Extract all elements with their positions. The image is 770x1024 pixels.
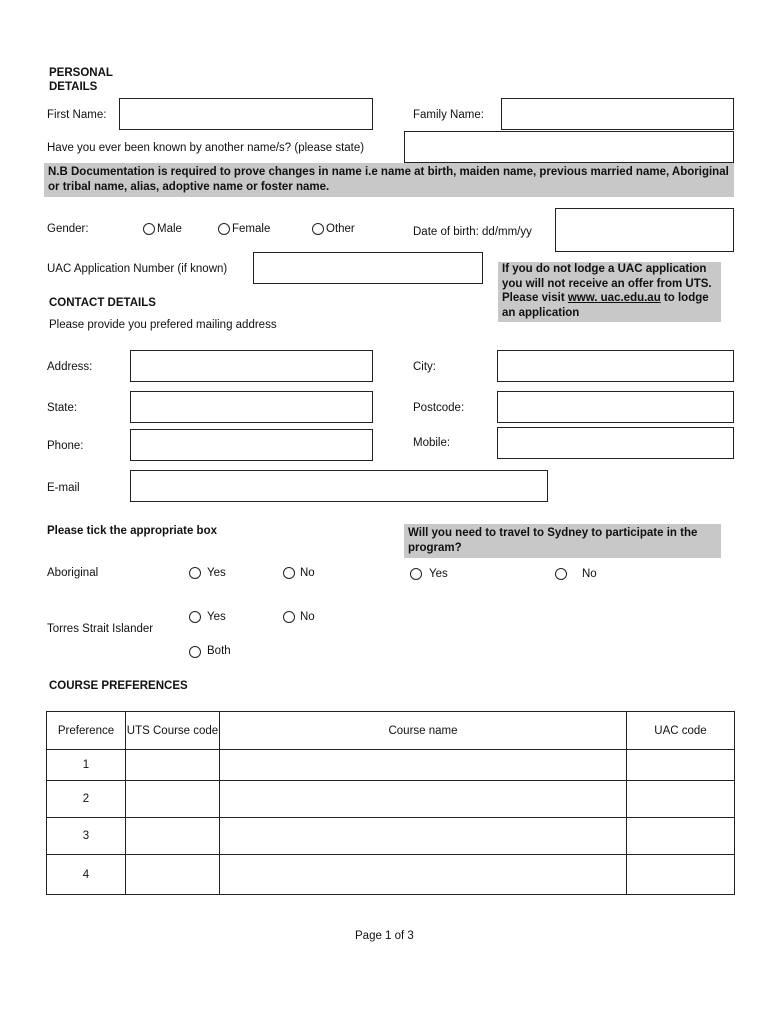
course-name-cell[interactable]	[220, 781, 627, 818]
torres-both-radio[interactable]	[189, 646, 201, 658]
gender-other-label: Other	[326, 223, 355, 235]
aboriginal-label: Aboriginal	[47, 567, 99, 579]
address-field[interactable]	[130, 350, 373, 382]
uac-code-cell[interactable]	[627, 781, 735, 818]
column-header: Course name	[220, 712, 627, 750]
first-name-field[interactable]	[119, 98, 373, 130]
other-names-label: Have you ever been known by another name/s? (please state)	[47, 142, 365, 154]
gender-female-label: Female	[232, 223, 271, 235]
travel-no-label: No	[582, 568, 597, 580]
gender-other-radio[interactable]	[312, 223, 324, 235]
preference-cell: 3	[47, 818, 126, 855]
dob-label: Date of birth: dd/mm/yy	[413, 226, 532, 238]
state-field[interactable]	[130, 391, 373, 423]
name-change-note: N.B Documentation is required to prove changes in name i.e name at birth, maiden name, previous married name, Aboriginal or tribal name, alias, adoptive name or foster name.	[44, 163, 734, 197]
torres-yes-label: Yes	[207, 611, 226, 623]
course-name-cell[interactable]	[220, 855, 627, 895]
gender-male-radio[interactable]	[143, 223, 155, 235]
preference-cell: 2	[47, 781, 126, 818]
travel-no-radio[interactable]	[555, 568, 567, 580]
torres-no-radio[interactable]	[283, 611, 295, 623]
city-label: City:	[413, 361, 436, 373]
column-header: UTS Course code	[126, 712, 220, 750]
phone-field[interactable]	[130, 429, 373, 461]
uts-course-code-cell[interactable]	[126, 818, 220, 855]
torres-both-label: Both	[207, 645, 231, 657]
uac-link[interactable]: www. uac.edu.au	[567, 292, 661, 304]
course-name-cell[interactable]	[220, 818, 627, 855]
page-number: Page 1 of 3	[355, 930, 414, 942]
family-name-field[interactable]	[501, 98, 734, 130]
personal-details-heading: PERSONAL DETAILS	[49, 67, 113, 93]
gender-male-label: Male	[157, 223, 182, 235]
travel-yes-radio[interactable]	[410, 568, 422, 580]
city-field[interactable]	[497, 350, 734, 382]
mobile-label: Mobile:	[413, 437, 451, 449]
course-preferences-heading: COURSE PREFERENCES	[49, 680, 188, 692]
uac-code-cell[interactable]	[627, 750, 735, 781]
tick-heading: Please tick the appropriate box	[47, 525, 218, 537]
torres-yes-radio[interactable]	[189, 611, 201, 623]
email-field[interactable]	[130, 470, 548, 502]
uac-number-field[interactable]	[253, 252, 483, 284]
aboriginal-no-label: No	[300, 567, 315, 579]
column-header: Preference	[47, 712, 126, 750]
uac-note	[498, 262, 721, 322]
postcode-field[interactable]	[497, 391, 734, 423]
uac-note-suffix: to lodge an application	[502, 292, 709, 319]
gender-female-radio[interactable]	[218, 223, 230, 235]
column-header: UAC code	[627, 712, 735, 750]
email-label: E-mail	[47, 482, 80, 494]
table-row	[47, 750, 735, 781]
contact-subheading: Please provide you prefered mailing address	[49, 319, 277, 331]
aboriginal-yes-label: Yes	[207, 567, 226, 579]
other-names-field[interactable]	[404, 131, 734, 163]
uac-code-cell[interactable]	[627, 818, 735, 855]
state-label: State:	[47, 402, 78, 414]
contact-details-heading: CONTACT DETAILS	[49, 297, 156, 309]
uts-course-code-cell[interactable]	[126, 855, 220, 895]
table-header-row	[47, 712, 735, 750]
aboriginal-no-radio[interactable]	[283, 567, 295, 579]
aboriginal-yes-radio[interactable]	[189, 567, 201, 579]
uac-note-text: If you do not lodge a UAC application you will not receive an offer from UTS. Please visit	[502, 263, 712, 304]
address-label: Address:	[47, 361, 93, 373]
course-preferences-table	[46, 711, 735, 895]
course-name-cell[interactable]	[220, 750, 627, 781]
preference-cell: 1	[47, 750, 126, 781]
table-row	[47, 781, 735, 818]
mobile-field[interactable]	[497, 427, 734, 459]
postcode-label: Postcode:	[413, 402, 465, 414]
uts-course-code-cell[interactable]	[126, 750, 220, 781]
first-name-label: First Name:	[47, 109, 107, 121]
travel-question: Will you need to travel to Sydney to participate in the program?	[404, 524, 721, 558]
phone-label: Phone:	[47, 440, 84, 452]
table-row	[47, 818, 735, 855]
table-row	[47, 855, 735, 895]
family-name-label: Family Name:	[413, 109, 484, 121]
travel-yes-label: Yes	[429, 568, 448, 580]
uac-code-cell[interactable]	[627, 855, 735, 895]
preference-cell: 4	[47, 855, 126, 895]
torres-label: Torres Strait Islander	[47, 623, 154, 635]
dob-field[interactable]	[555, 208, 734, 252]
uts-course-code-cell[interactable]	[126, 781, 220, 818]
torres-no-label: No	[300, 611, 315, 623]
gender-label: Gender:	[47, 223, 89, 235]
uac-number-label: UAC Application Number (if known)	[47, 263, 228, 275]
